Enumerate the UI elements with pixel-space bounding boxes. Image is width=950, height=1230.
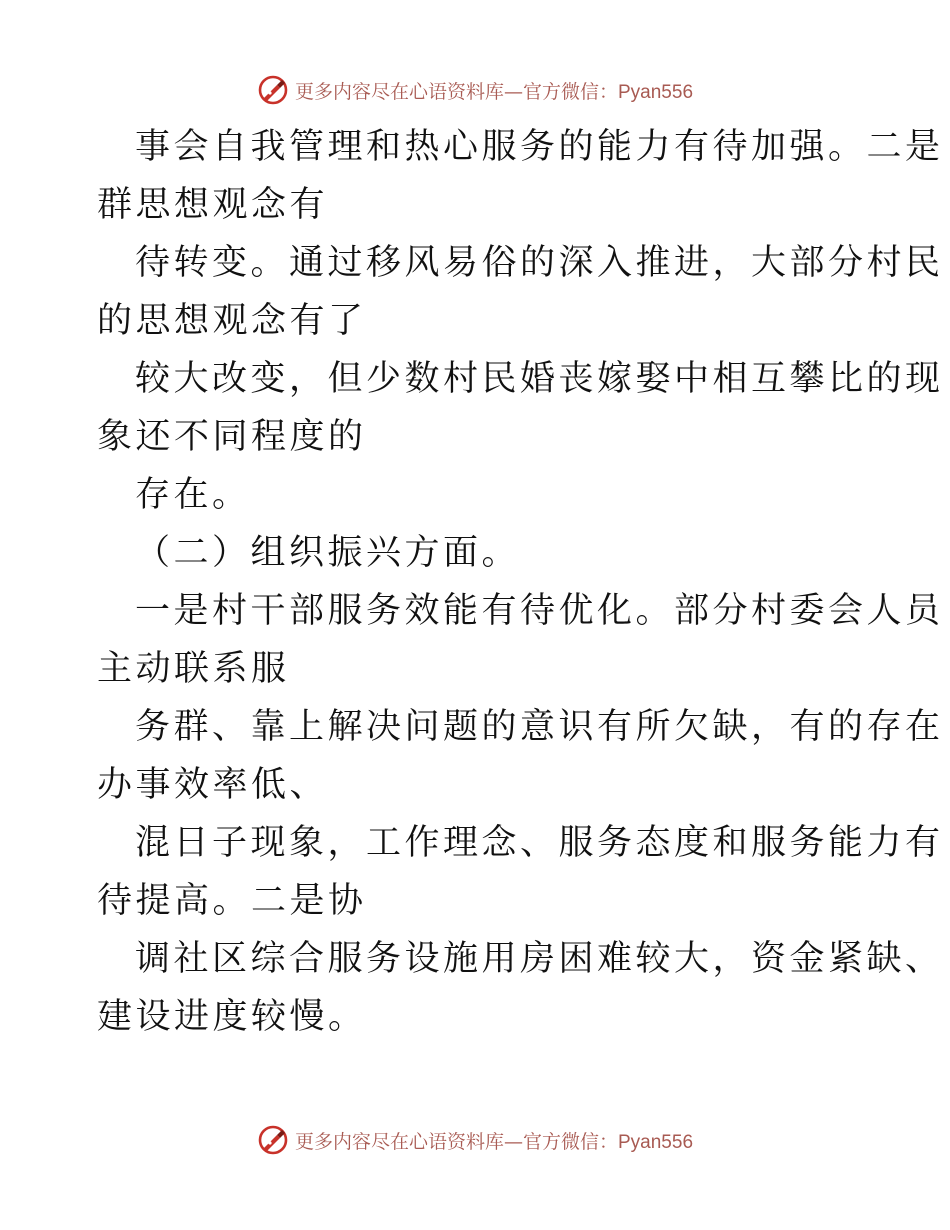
paragraph-line: 务群、靠上解决问题的意识有所欠缺，有的存在 [135,707,944,747]
section-heading [97,524,857,582]
paragraph-line: 待转变。通过移风易俗的深入推进，大部分村民 [135,243,944,283]
paragraph [97,582,944,698]
paragraph [97,930,944,1046]
footer-banner [0,1120,950,1160]
paragraph [97,698,944,814]
paragraph-line: 主动联系服 [97,649,290,689]
paragraph [97,814,944,930]
paragraph-line: 群思想观念有 [97,185,329,225]
pen-logo-icon [257,74,289,106]
paragraph [97,234,944,350]
paragraph-line: 较大改变，但少数村民婚丧嫁娶中相互攀比的现 [135,359,944,399]
paragraph-line: 调社区综合服务设施用房困难较大，资金紧缺、 [135,939,944,979]
paragraph [97,466,857,524]
paragraph [97,118,944,234]
paragraph-line: 一是村干部服务效能有待优化。部分村委会人员 [135,591,944,631]
paragraph-line: 事会自我管理和热心服务的能力有待加强。二是 [135,127,944,167]
banner-text: 更多内容尽在心语资料库—官方微信：Pyan556 [294,80,694,103]
paragraph-line: 的思想观念有了 [97,301,367,341]
paragraph-line: 混日子现象，工作理念、服务态度和服务能力有 [135,823,944,863]
paragraph-line: 象还不同程度的 [97,417,367,457]
wechat-id: Pyan556 [618,1131,694,1153]
pen-logo-icon [257,1124,289,1156]
section-heading-text: （二）组织振兴方面。 [135,533,521,573]
paragraph-line: 待提高。二是协 [97,881,367,921]
wechat-id: Pyan556 [618,81,694,103]
paragraph-line: 存在。 [135,475,251,515]
document-body [97,118,944,1046]
paragraph-line: 建设进度较慢。 [97,997,367,1037]
banner-text: 更多内容尽在心语资料库—官方微信：Pyan556 [294,1130,694,1153]
paragraph [97,350,944,466]
header-banner [0,70,950,110]
paragraph-line: 办事效率低、 [97,765,329,805]
